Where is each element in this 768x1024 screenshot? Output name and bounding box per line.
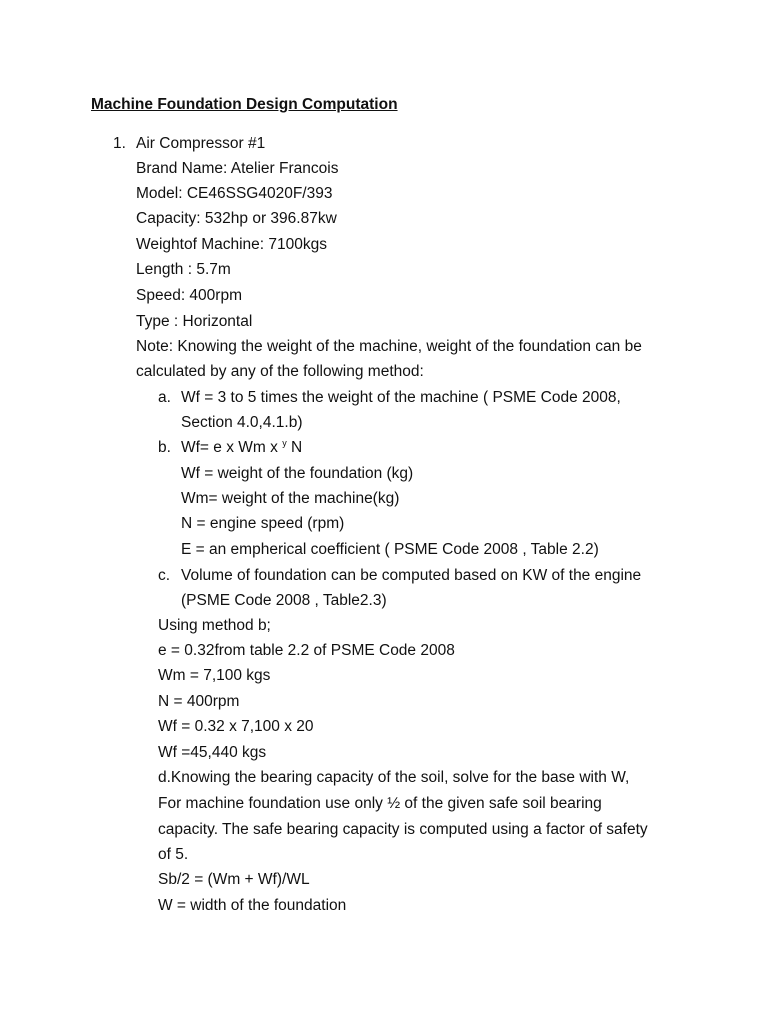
machine-weight: Weightof Machine: 7100kgs: [136, 236, 327, 253]
step-d-line-3: capacity. The safe bearing capacity is computed using a factor of safety: [158, 821, 648, 838]
note-line-2: calculated by any of the following method:: [136, 363, 424, 380]
step-d-line-4: of 5.: [158, 846, 189, 863]
method-b-marker: b.: [158, 439, 171, 456]
step-d-line-1: d.Knowing the bearing capacity of the soil, solve for the base with W,: [158, 769, 630, 786]
method-b-superscript: y: [282, 437, 287, 448]
using-method: Using method b;: [158, 617, 271, 634]
width-definition: W = width of the foundation: [158, 897, 347, 914]
note-line-1: Note: Knowing the weight of the machine, weight of the foundation can be: [136, 338, 642, 355]
calc-wf-expression: Wf = 0.32 x 7,100 x 20: [158, 718, 314, 735]
model: Model: CE46SSG4020F/393: [136, 185, 333, 202]
calc-n: N = 400rpm: [158, 693, 240, 710]
brand-name: Brand Name: Atelier Francois: [136, 160, 339, 177]
definition-wm: Wm= weight of the machine(kg): [181, 490, 400, 507]
method-c-line-2: (PSME Code 2008 , Table2.3): [181, 592, 387, 609]
item-heading: Air Compressor #1: [136, 135, 266, 152]
machine-type: Type : Horizontal: [136, 313, 253, 330]
calc-wf-result: Wf =45,440 kgs: [158, 744, 267, 761]
method-a-line-1: Wf = 3 to 5 times the weight of the machine ( PSME Code 2008,: [181, 389, 621, 406]
document-title: Machine Foundation Design Computation: [91, 96, 398, 113]
method-c-line-1: Volume of foundation can be computed based on KW of the engine: [181, 567, 642, 584]
method-c-marker: c.: [158, 567, 171, 584]
calc-e: e = 0.32from table 2.2 of PSME Code 2008: [158, 642, 455, 659]
method-a-line-2: Section 4.0,4.1.b): [181, 414, 303, 431]
method-b-formula-start: Wf= e x Wm x: [181, 439, 283, 456]
method-b-formula-end: N: [286, 439, 303, 456]
method-a-marker: a.: [158, 389, 171, 406]
capacity: Capacity: 532hp or 396.87kw: [136, 210, 337, 227]
definition-wf: Wf = weight of the foundation (kg): [181, 465, 414, 482]
soil-bearing-formula: Sb/2 = (Wm + Wf)/WL: [158, 871, 310, 888]
speed: Speed: 400rpm: [136, 287, 242, 304]
definition-n: N = engine speed (rpm): [181, 515, 345, 532]
item-number: 1.: [113, 135, 126, 152]
step-d-line-2: For machine foundation use only ½ of the given safe soil bearing: [158, 795, 602, 812]
calc-wm: Wm = 7,100 kgs: [158, 667, 271, 684]
method-b-formula: [181, 438, 302, 458]
definition-e: E = an empherical coefficient ( PSME Code 2008 , Table 2.2): [181, 541, 599, 558]
length: Length : 5.7m: [136, 261, 231, 278]
